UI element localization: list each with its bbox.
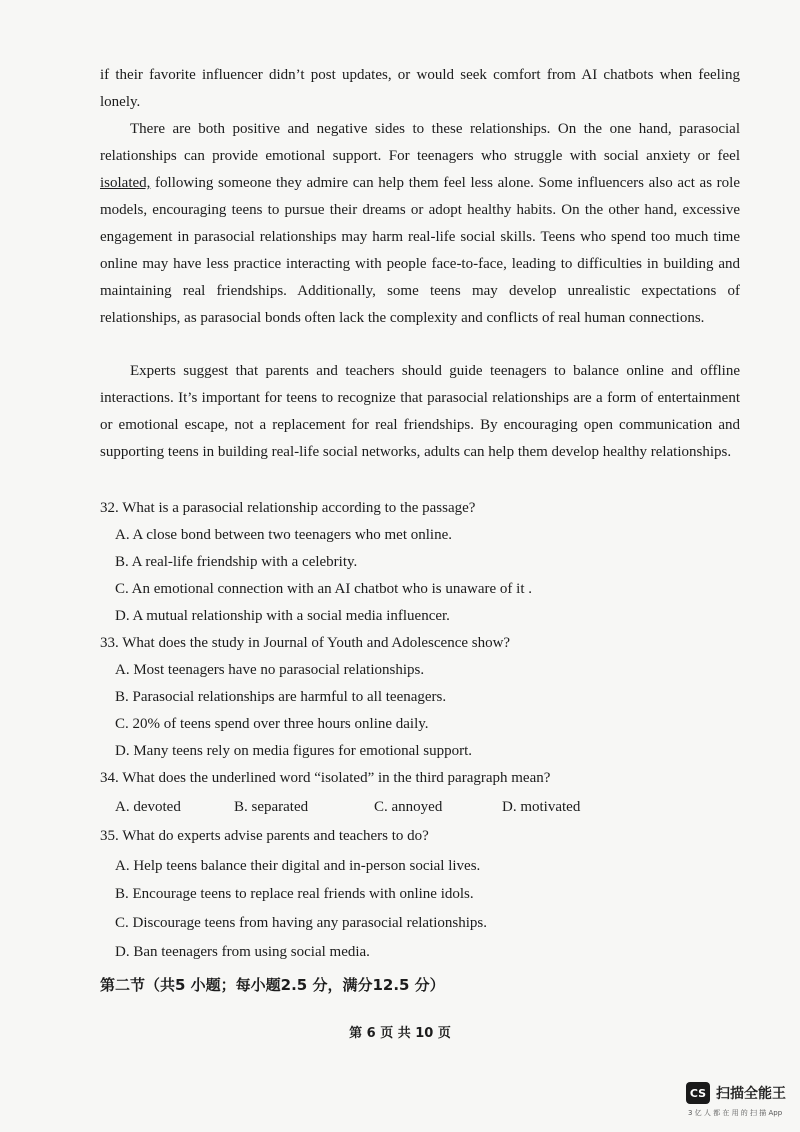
- underlined-word-isolated: isolated,: [100, 175, 151, 191]
- question-34-option-d: D. motivated: [502, 799, 581, 815]
- question-33-stem: 33. What does the study in Journal of Youth and Adolescence show?: [100, 635, 511, 651]
- question-35-option-c: C. Discourage teens from having any parasocial relationships.: [115, 915, 487, 931]
- question-34-option-c: C. annoyed: [374, 799, 443, 815]
- passage-paragraph-3: Experts suggest that parents and teachers should guide teenagers to balance online and offline interactions. It’s important for teens to recognize that parasocial relationships are a form of entertainment or emotional escape, not a replacement for real friendships. By encouraging open communication and supporting teens in building real-life social networks, adults can help them develop healthy relationships.: [100, 363, 740, 460]
- page-footer: 第 6 页 共 10 页: [349, 1026, 451, 1041]
- question-34-stem: 34. What does the underlined word “isolated” in the third paragraph mean?: [100, 770, 551, 786]
- brand-name: 扫描全能王: [716, 1086, 786, 1102]
- question-34-option-a: A. devoted: [115, 799, 181, 815]
- question-32-stem: 32. What is a parasocial relationship according to the passage?: [100, 500, 476, 516]
- camscanner-logo-icon: CS: [686, 1082, 710, 1104]
- question-32-option-d: D. A mutual relationship with a social media influencer.: [115, 608, 450, 624]
- brand-tagline: 3 亿 人 都 在 用 的 扫 描 App: [688, 1109, 783, 1117]
- question-35-option-d: D. Ban teenagers from using social media.: [115, 944, 370, 960]
- question-32-option-c: C. An emotional connection with an AI chatbot who is unaware of it .: [115, 581, 532, 597]
- question-35-option-a: A. Help teens balance their digital and in-person social lives.: [115, 858, 481, 874]
- question-32-option-a: A. A close bond between two teenagers who met online.: [115, 527, 453, 543]
- passage-paragraph-1-tail: if their favorite influencer didn’t post updates, or would seek comfort from AI chatbots when feeling lonely.: [100, 67, 740, 110]
- question-33-option-a: A. Most teenagers have no parasocial relationships.: [115, 662, 425, 678]
- question-35-option-b: B. Encourage teens to replace real friends with online idols.: [115, 886, 474, 902]
- section-heading: 第二节（共5 小题；每小题2.5 分，满分12.5 分）: [100, 976, 445, 994]
- question-33-option-b: B. Parasocial relationships are harmful to all teenagers.: [115, 689, 447, 705]
- question-32-option-b: B. A real-life friendship with a celebrity.: [115, 554, 358, 570]
- question-33-option-c: C. 20% of teens spend over three hours online daily.: [115, 716, 429, 732]
- passage-paragraph-2: There are both positive and negative sides to these relationships. On the one hand, parasocial relationships can provide emotional support. For teenagers who struggle with social anxiety or feel isolated, following someone they admire can help them feel less alone. Some influencers also act as role models, encouraging teens to pursue their dreams or adopt healthy habits. On the other hand, excessive engagement in parasocial relationships may harm real-life social skills. Teens who spend too much time online may have less practice interacting with people face-to-face, leading to difficulties in building and maintaining real friendships. Additionally, some teens may develop unrealistic expectations of relationships, as parasocial bonds often lack the complexity and conflicts of real human connections.: [100, 121, 740, 326]
- question-33-option-d: D. Many teens rely on media figures for emotional support.: [115, 743, 472, 759]
- question-35-stem: 35. What do experts advise parents and teachers to do?: [100, 828, 429, 844]
- question-34-option-b: B. separated: [234, 799, 309, 815]
